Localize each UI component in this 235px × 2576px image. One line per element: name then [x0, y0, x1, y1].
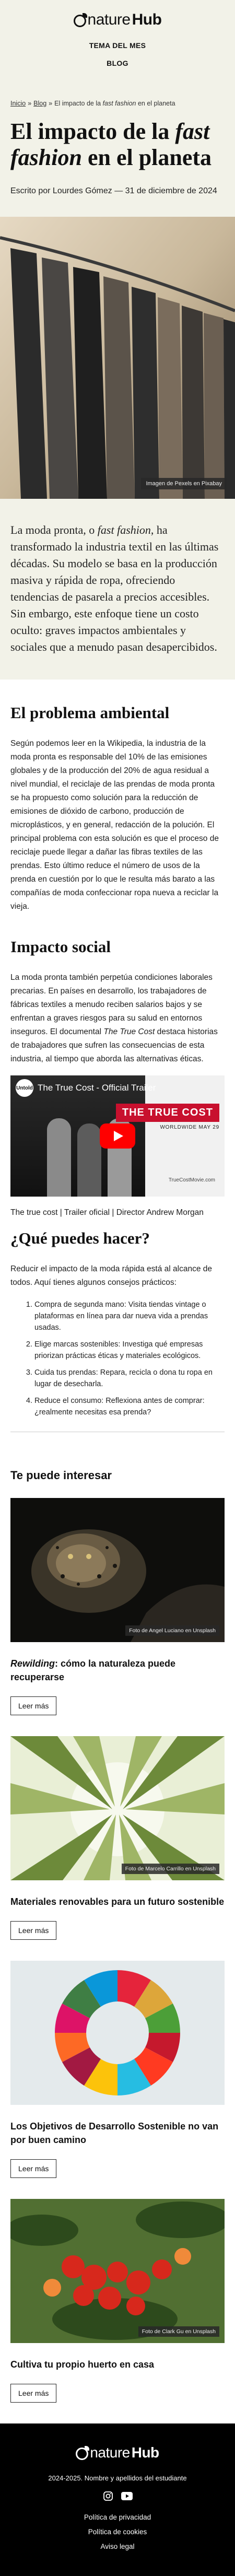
lead-paragraph: La moda pronta, o fast fashion, ha transformado la industria textil en las últimas décadas. Su modelo se basa en la producción masiva y rápida de ropa, ofreciendo tendencias de pasarela a precios accesibles. Sin embargo, este enfoque tiene un costo oculto: graves impactos ambientales y sociales que a menudo pasan desapercibidos.	[10, 523, 219, 653]
logo-text-right: Hub	[131, 2444, 159, 2461]
channel-logo[interactable]: Untold	[16, 1079, 33, 1097]
read-more-button[interactable]: Leer más	[10, 2159, 56, 2178]
article-byline: Escrito por Lourdes Gómez — 31 de diciembre de 2024	[10, 186, 217, 195]
list-item: 4. Reduce el consumo: Reflexiona antes de comprar: ¿realmente necesitas esa prenda?	[34, 1395, 225, 1418]
related-card	[10, 1961, 225, 2178]
social-links	[0, 2490, 235, 2502]
related-card-title[interactable]: Rewilding: cómo la naturaleza puede recuperarse	[10, 1658, 176, 1682]
related-articles	[10, 1469, 225, 2403]
paragraph-social: La moda pronta también perpetúa condiciones laborales precarias. En países en desarrollo, los trabajadores de fábricas textiles a menudo reciben salarios bajos y se enfrentan a graves riesgos para su salud en entornos inseguros. El documental The True Cost destaca historias de trabajadores que sufren las consecuencias de esta industria, al tiempo que aborda las alternativas éticas.	[10, 973, 218, 1063]
tips-list	[10, 1299, 225, 1418]
site-logo[interactable]	[74, 11, 162, 28]
related-card-title[interactable]: Los Objetivos de Desarrollo Sostenible no van por buen camino	[10, 2121, 219, 2145]
heading-environmental-problem: El problema ambiental	[10, 704, 170, 722]
nav-item-blog[interactable]: BLOG	[107, 59, 128, 67]
image-credit: Imagen de Pexels en Pixabay	[141, 478, 227, 489]
video-badge: THE TRUE COST	[116, 1104, 219, 1122]
article-lead	[0, 499, 235, 680]
breadcrumb-current: El impacto de la fast fashion en el planeta	[54, 100, 175, 107]
breadcrumb-home[interactable]: Inicio	[10, 100, 26, 107]
list-item: 3. Cuida tus prendas: Repara, recicla o dona tu ropa en lugar de desecharla.	[34, 1367, 225, 1390]
footer-link-legal[interactable]: Aviso legal	[100, 2543, 135, 2550]
logo-text-right: Hub	[132, 11, 162, 28]
image-credit: Foto de Angel Luciano en Unsplash	[125, 1625, 219, 1636]
video-header	[10, 1075, 225, 1100]
image-credit: Foto de Marcelo Carrillo en Unsplash	[122, 1864, 219, 1874]
image-credit: Foto de Clark Gu en Unsplash	[138, 2326, 219, 2337]
video-figure	[47, 1118, 71, 1197]
clothes-rack-illustration	[0, 217, 235, 499]
main-nav	[0, 39, 235, 69]
related-card-image[interactable]	[10, 2199, 225, 2343]
video-caption: The true cost | Trailer oficial | Director Andrew Morgan	[10, 1208, 204, 1217]
site-header	[0, 0, 235, 85]
related-card	[10, 1498, 225, 1715]
article-hero	[0, 85, 235, 217]
sdg-wheel-image	[10, 1961, 225, 2105]
page-title: El impacto de la fast fashion en el planeta	[10, 119, 212, 170]
breadcrumb	[10, 100, 225, 107]
paragraph-environmental: Según podemos leer en la Wikipedia, la industria de la moda pronta es responsable del 10% de las emisiones globales y de la producción del 20% de agua residual a nivel mundial, el reciclaje de las prendas de moda pronta se ha propuesto como solución para la reducción de emisiones de dióxido de carbono, producción de microplásticos, y en general, redacción de la polución. El principal problema con esta solución es que el proceso de reciclaje puede llegar a dañar las fibras textiles de las prendas. Esto último reduce el número de usos de la prenda en cuestión por lo que le resulta más barato a las compañías de moda confeccionar ropa nueva a reciclar la vieja.	[10, 739, 219, 911]
paragraph-what-can-you-do: Reducir el impacto de la moda rápida está al alcance de todos. Aquí tienes algunos consejos prácticos:	[10, 1264, 213, 1287]
related-card-image[interactable]	[10, 1961, 225, 2105]
featured-image	[0, 217, 235, 499]
breadcrumb-separator: »	[49, 100, 53, 107]
leaf-logo-icon	[74, 15, 86, 27]
video-title[interactable]: The True Cost - Official Trailer	[38, 1083, 156, 1093]
list-item: 1. Compra de segunda mano: Visita tiendas vintage o plataformas en línea para dar nueva vida a prendas usadas.	[34, 1299, 225, 1333]
leaf-logo-icon	[76, 2448, 88, 2460]
list-item: 2. Elige marcas sostenibles: Investiga qué empresas priorizan prácticas éticas y materiales ecológicos.	[34, 1339, 225, 1362]
read-more-button[interactable]: Leer más	[10, 2384, 56, 2403]
related-card-title[interactable]: Materiales renovables para un futuro sostenible	[10, 1896, 225, 1907]
site-footer	[0, 2423, 235, 2576]
video-release: WORLDWIDE MAY 29	[160, 1125, 219, 1130]
related-card	[10, 2199, 225, 2403]
related-heading: Te puede interesar	[10, 1469, 112, 1482]
related-card-image[interactable]	[10, 1736, 225, 1880]
video-site: TrueCostMovie.com	[168, 1177, 215, 1183]
footer-logo[interactable]	[76, 2444, 159, 2461]
footer-link-cookies[interactable]: Política de cookies	[88, 2528, 147, 2536]
footer-copyright: 2024-2025. Nombre y apellidos del estudiante	[48, 2474, 187, 2482]
heading-social-impact: Impacto social	[10, 938, 111, 956]
related-card-title[interactable]: Cultiva tu propio huerto en casa	[10, 2359, 155, 2370]
video-player[interactable]	[10, 1075, 225, 1197]
tomatoes-image	[10, 2199, 225, 2343]
breadcrumb-blog[interactable]: Blog	[33, 100, 47, 107]
youtube-icon[interactable]	[121, 2490, 133, 2502]
instagram-icon[interactable]	[102, 2490, 114, 2502]
breadcrumb-separator: »	[28, 100, 32, 107]
footer-link-privacy[interactable]: Política de privacidad	[84, 2513, 151, 2521]
nav-item-tema-del-mes[interactable]: TEMA DEL MES	[89, 41, 146, 50]
leopard-image	[10, 1498, 225, 1642]
play-icon[interactable]	[100, 1123, 135, 1149]
read-more-button[interactable]: Leer más	[10, 1696, 56, 1715]
related-card-image[interactable]	[10, 1498, 225, 1642]
logo-text-left: nature	[87, 11, 131, 28]
video-figure	[77, 1123, 101, 1197]
read-more-button[interactable]: Leer más	[10, 1921, 56, 1940]
bamboo-image	[10, 1736, 225, 1880]
related-card	[10, 1736, 225, 1940]
heading-what-can-you-do: ¿Qué puedes hacer?	[10, 1229, 150, 1247]
article-content	[0, 704, 235, 2403]
logo-text-left: nature	[90, 2444, 130, 2461]
